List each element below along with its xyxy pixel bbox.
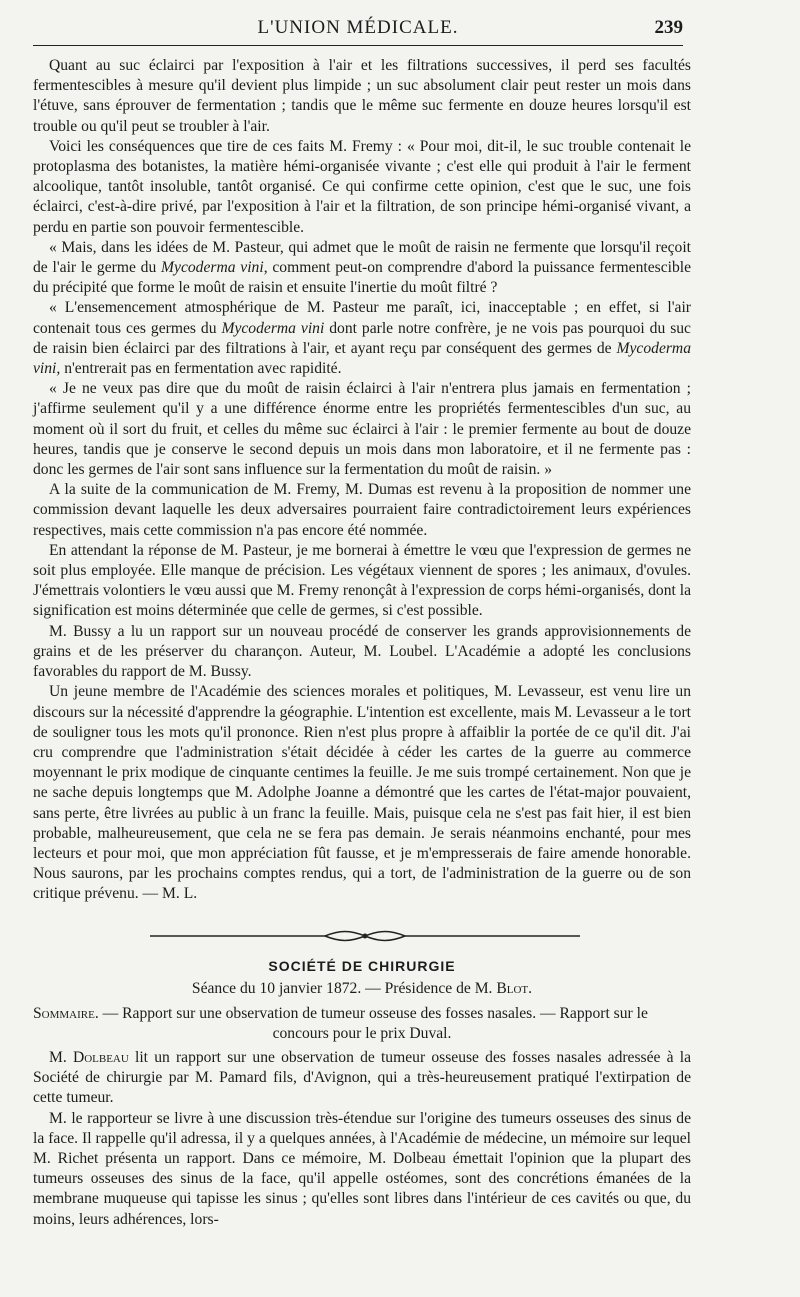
article-body-top bbox=[33, 56, 691, 905]
paragraph: M. Bussy a lu un rapport sur un nouveau procédé de conserver les grands approvisionnements de grains et de les préserver du charançon. Auteur, M. Loubel. L'Académie a adopté les conclusions favorables du rapport de M. Bussy. bbox=[33, 622, 691, 681]
page-header bbox=[33, 14, 683, 46]
paragraph: M. Dolbeau lit un rapport sur une observation de tumeur osseuse des fosses nasales adressée à la Société de chirurgie par M. Pamard fils, d'Avignon, qui a très-heureusement pratiqué l'extirpation de cette tumeur. bbox=[33, 1049, 692, 1107]
article-body-bottom bbox=[33, 1048, 691, 1230]
president-name: Blot bbox=[496, 980, 529, 997]
running-title: L'UNION MÉDICALE. bbox=[257, 17, 459, 38]
paragraph: Un jeune membre de l'Académie des sciences morales et politiques, M. Levasseur, est venu lire un discours sur la nécessité d'apprendre la géographie. L'intention est excellente, mais M. Levasseur a le tort de souligner tous les mots qu'il prononce. Rien n'est plus propre à affaiblir la portée de ce qu'il dit. J'ai cru comprendre que l'administration s'était décidée à céder les cartes de la guerre au commerce moyennant le prix modique de cinquante centimes la feuille. Je me suis trompé certainement. Non que je ne sache depuis longtemps que M. Adolphe Joanne a démontré que les cartes de l'état-major pouvaient, sans perte, être livrées au public à un franc la feuille. Mais, puisque cela ne s'est pas fait hier, il est bien probable, malheureusement, que cela ne se fera pas demain. Je serais néanmoins enchanté, pour mes lecteurs et pour moi, que mon appréciation fût fausse, et je m'empresserais de faire amende honorable. Nous saurons, par les prochains comptes rendus, qui a tort, de l'administration de la guerre ou de son critique prévenu. — M. L. bbox=[33, 683, 691, 903]
paragraph: En attendant la réponse de M. Pasteur, je me bornerai à émettre le vœu que l'expression de germes ne soit plus employée. Elle manque de précision. Les végétaux viennent de spores ; les animaux, d'ovules. J'émettrais volontiers le vœu aussi que M. Fremy renonçât à l'expression de corps hémi-organisés, dont la signification est moins déterminée que celle de germes, si c'est possible. bbox=[33, 541, 691, 620]
session-line: Séance du 10 janvier 1872. — Présidence de M. Blot. bbox=[191, 980, 533, 997]
summary: Sommaire. — Rapport sur une observation de tumeur osseuse des fosses nasales. — Rapport sur le concours pour le prix Duval. bbox=[33, 1005, 648, 1042]
italic-term: Mycoderma vini bbox=[221, 319, 325, 337]
paragraph: « L'ensemencement atmosphérique de M. Pasteur me paraît, ici, inacceptable ; en effet, si l'air contenait tous ces germes du Mycoderma vini dont parle notre confrère, je ne vois pas pourquoi du suc de raisin bien éclairci par des filtrations à l'air, et ayant reçu par conséquent des germes de Mycoderma vini, n'entrerait pas en fermentation avec rapidité. bbox=[33, 299, 691, 378]
paragraph: « Mais, dans les idées de M. Pasteur, qui admet que le moût de raisin ne fermente que lorsqu'il reçoit de l'air le germe du Mycoderma vini, comment peut-on comprendre d'abord la puissance fermentescible du précipité que forme le moût de raisin et ensuite l'inertie du moût filtré ? bbox=[33, 238, 691, 297]
section-title: SOCIÉTÉ DE CHIRURGIE bbox=[268, 958, 456, 974]
section-divider-ornament bbox=[150, 929, 580, 943]
italic-term: Mycoderma vini, bbox=[33, 339, 691, 378]
speaker-name: M. Dolbeau bbox=[49, 1049, 129, 1066]
header-rule bbox=[33, 45, 683, 46]
paragraph: M. le rapporteur se livre à une discussion très-étendue sur l'origine des tumeurs osseuses des sinus de la face. Il rappelle qu'il adressa, il y a quelques années, à l'Académie de médecine, un mémoire sur lequel M. Richet présenta un rapport. Dans ce mémoire, M. Dolbeau émettait l'opinion que la plupart des tumeurs osseuses des sinus de la face, qu'il appelle ostéomes, sont des concrétions émanées de la membrane muqueuse qui tapisse les sinus ; qu'elles sont libres dans l'intérieur de ces cavités ou que, du moins, leurs adhérences, lors- bbox=[33, 1109, 691, 1228]
page-number: 239 bbox=[654, 17, 683, 38]
paragraph: Quant au suc éclairci par l'exposition à l'air et les filtrations successives, il perd ses facultés fermentescibles à mesure qu'il devient plus limpide ; un suc absolument clair peut rester un mois dans l'étuve, sans éprouver de fermentation ; tandis que le même suc fermente en douze heures lorsqu'il est trouble ou qu'il peut se troubler à l'air. bbox=[33, 57, 691, 135]
paragraph: « Je ne veux pas dire que du moût de raisin éclairci à l'air n'entrera plus jamais en fermentation ; j'affirme seulement qu'il y a une différence énorme entre les propriétés fermentescibles d'un suc, au moment où il sort du fruit, et celles du même suc éclairci à l'air : le premier fermente au bout de douze heures, tandis que je conserve le second depuis un mois dans mon laboratoire, et il ne fermente pas : donc les germes de l'air sont sans influence sur la fermentation du moût de raisin. » bbox=[33, 380, 691, 479]
summary-label: Sommaire bbox=[33, 1005, 95, 1022]
italic-term: Mycoderma vini bbox=[161, 259, 264, 277]
paragraph: Voici les conséquences que tire de ces faits M. Fremy : « Pour moi, dit-il, le suc trouble contenait le protoplasma des botanistes, la matière hémi-organisée vivante ; c'est elle qui produit à l'air le ferment alcoolique, tantôt insoluble, tantôt organisé. Ce qui confirme cette opinion, c'est que le suc, une fois éclairci, c'est-à-dire privé, par l'exposition à l'air et la filtration, de son principe hémi-organisé vivant, a perdu en partie son pouvoir fermentescible. bbox=[33, 137, 691, 236]
paragraph: A la suite de la communication de M. Fremy, M. Dumas est revenu à la proposition de nommer une commission devant laquelle les deux adversaires pourraient faire contradictoirement leurs expériences respectives, mais cette commission n'a pas encore été nommée. bbox=[33, 481, 691, 539]
